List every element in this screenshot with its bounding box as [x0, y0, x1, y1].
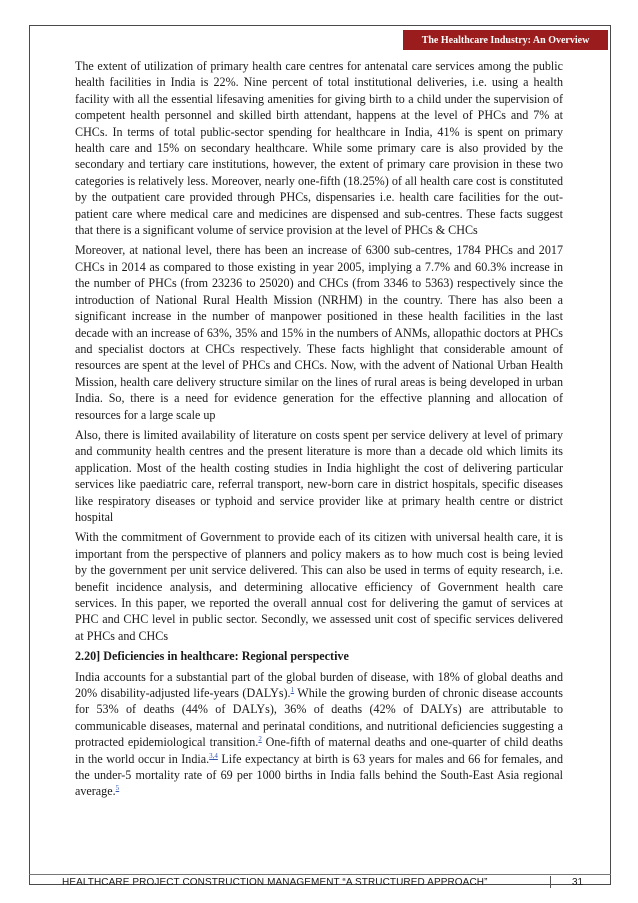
- body-text: [75, 58, 563, 804]
- paragraph-literature: Also, there is limited availability of literature on costs spent per service delivery at level of primary and community health centres and the present literature is more than a decade old which limits its application. Most of the health costing studies in India highlight the cost of delivering particular services like paediatric care, referral transport, new-born care in district hospitals, specific diseases like respiratory diseases or typhoid and service provider like at primary health centre or district hospital: [75, 427, 563, 524]
- paragraph-utilization: The extent of utilization of primary health care centres for antenatal care services among the public health facilities in India is 22%. Nine percent of total institutional deliveries, i.e. using a health facility with all the essential lifesaving amenities for giving birth to a child under the supervision of competent health personnel and skilled birth attendant, happens at the level of PHCs and 7% at CHCs. In terms of total public-sector spending for healthcare in India, 41% is spent on primary health care and 15% on secondary healthcare. While some primary care is also provided by the secondary and tertiary care institutions, however, the extent of primary care provision in these two categories is relatively less. Moreover, nearly one-fifth (18.25%) of all health care cost is constituted by the outpatient care provided through PHCs, dispensaries i.e. health care facilities for the out-patient care where medical care and medicines are dispensed and sub-centres. These facts suggest that there is a significant volume of service provision at the level of PHCs & CHCs: [75, 59, 563, 238]
- section-heading: 2.20] Deficiencies in healthcare: Regional perspective: [75, 649, 349, 664]
- reference-link-1[interactable]: 1: [290, 686, 295, 694]
- regional-text-1: India accounts for a substantial part of the global burden of disease, with 18% of global deaths and 20% disability-adjusted life-years (DALYs).: [75, 669, 563, 701]
- regional-text-3: One-fifth of maternal deaths and one-quarter of child deaths in the world occur in India.: [75, 735, 563, 766]
- page-number-divider: [550, 876, 551, 888]
- paragraph-regional: [75, 669, 563, 800]
- reference-link-5[interactable]: 5: [115, 784, 120, 793]
- reference-link-2[interactable]: 2: [258, 735, 262, 744]
- page-number: 31: [572, 877, 584, 888]
- header-banner: The Healthcare Industry: An Overview: [403, 30, 608, 50]
- paragraph-national-level: Moreover, at national level, there has been an increase of 6300 sub-centres, 1784 PHCs and 2017 CHCs in 2014 as compared to those existing in year 2005, implying a 7.7% and 60.3% increase in the number of PHCs (from 23236 to 25020) and CHCs (from 3346 to 5363) respectively since the introduction of National Rural Health Mission (NRHM) in the country. There has also been a significant increase in the number of manpower positioned in these health facilities in the last decade with an increase of 63%, 35% and 15% in the numbers of ANMs, allopathic doctors at PHCs and specialist doctors at CHCs respectively. These facts highlight that considerable amount of resources are spent at the level of PHCs and CHCs. Now, with the advent of National Urban Health Mission, health care delivery structure similar on the lines of rural areas is being developed in urban India. So, there is a need for evidence generation for the effective planning and allocation of resources for a large scale up: [75, 243, 563, 422]
- reference-link-3-4[interactable]: 3,4: [209, 751, 218, 760]
- regional-text-4: Life expectancy at birth is 63 years for males and 66 for females, and the under-5 mortality rate of 69 per 1000 births in India falls behind the South-East Asia regional average.: [75, 751, 563, 799]
- footer-title: HEALTHCARE PROJECT CONSTRUCTION MANAGEMENT “A STRUCTURED APPROACH”: [62, 877, 488, 888]
- paragraph-commitment: With the commitment of Government to provide each of its citizen with universal health care, it is important from the perspective of planners and policy makers as to how much cost is being levied by the government per unit service delivered. This can also be used in terms of equity research, i.e. benefit incidence analysis, and determining allocative efficiency of Government health care services. In this paper, we reported the overall annual cost for delivering the gamut of services at PHC and CHC level in public sector. Secondly, we assessed unit cost of specific services delivered at PHCs and CHCs: [75, 530, 563, 643]
- regional-text-2: While the growing burden of chronic disease accounts for 53% of deaths (44% of DALYs), 36% of deaths (42% of DALYs) are attributable to communicable diseases, maternal and perinatal conditions, and nutritional deficiencies suggesting a protracted epidemiological transition.: [75, 686, 563, 750]
- footer-divider: [29, 874, 611, 875]
